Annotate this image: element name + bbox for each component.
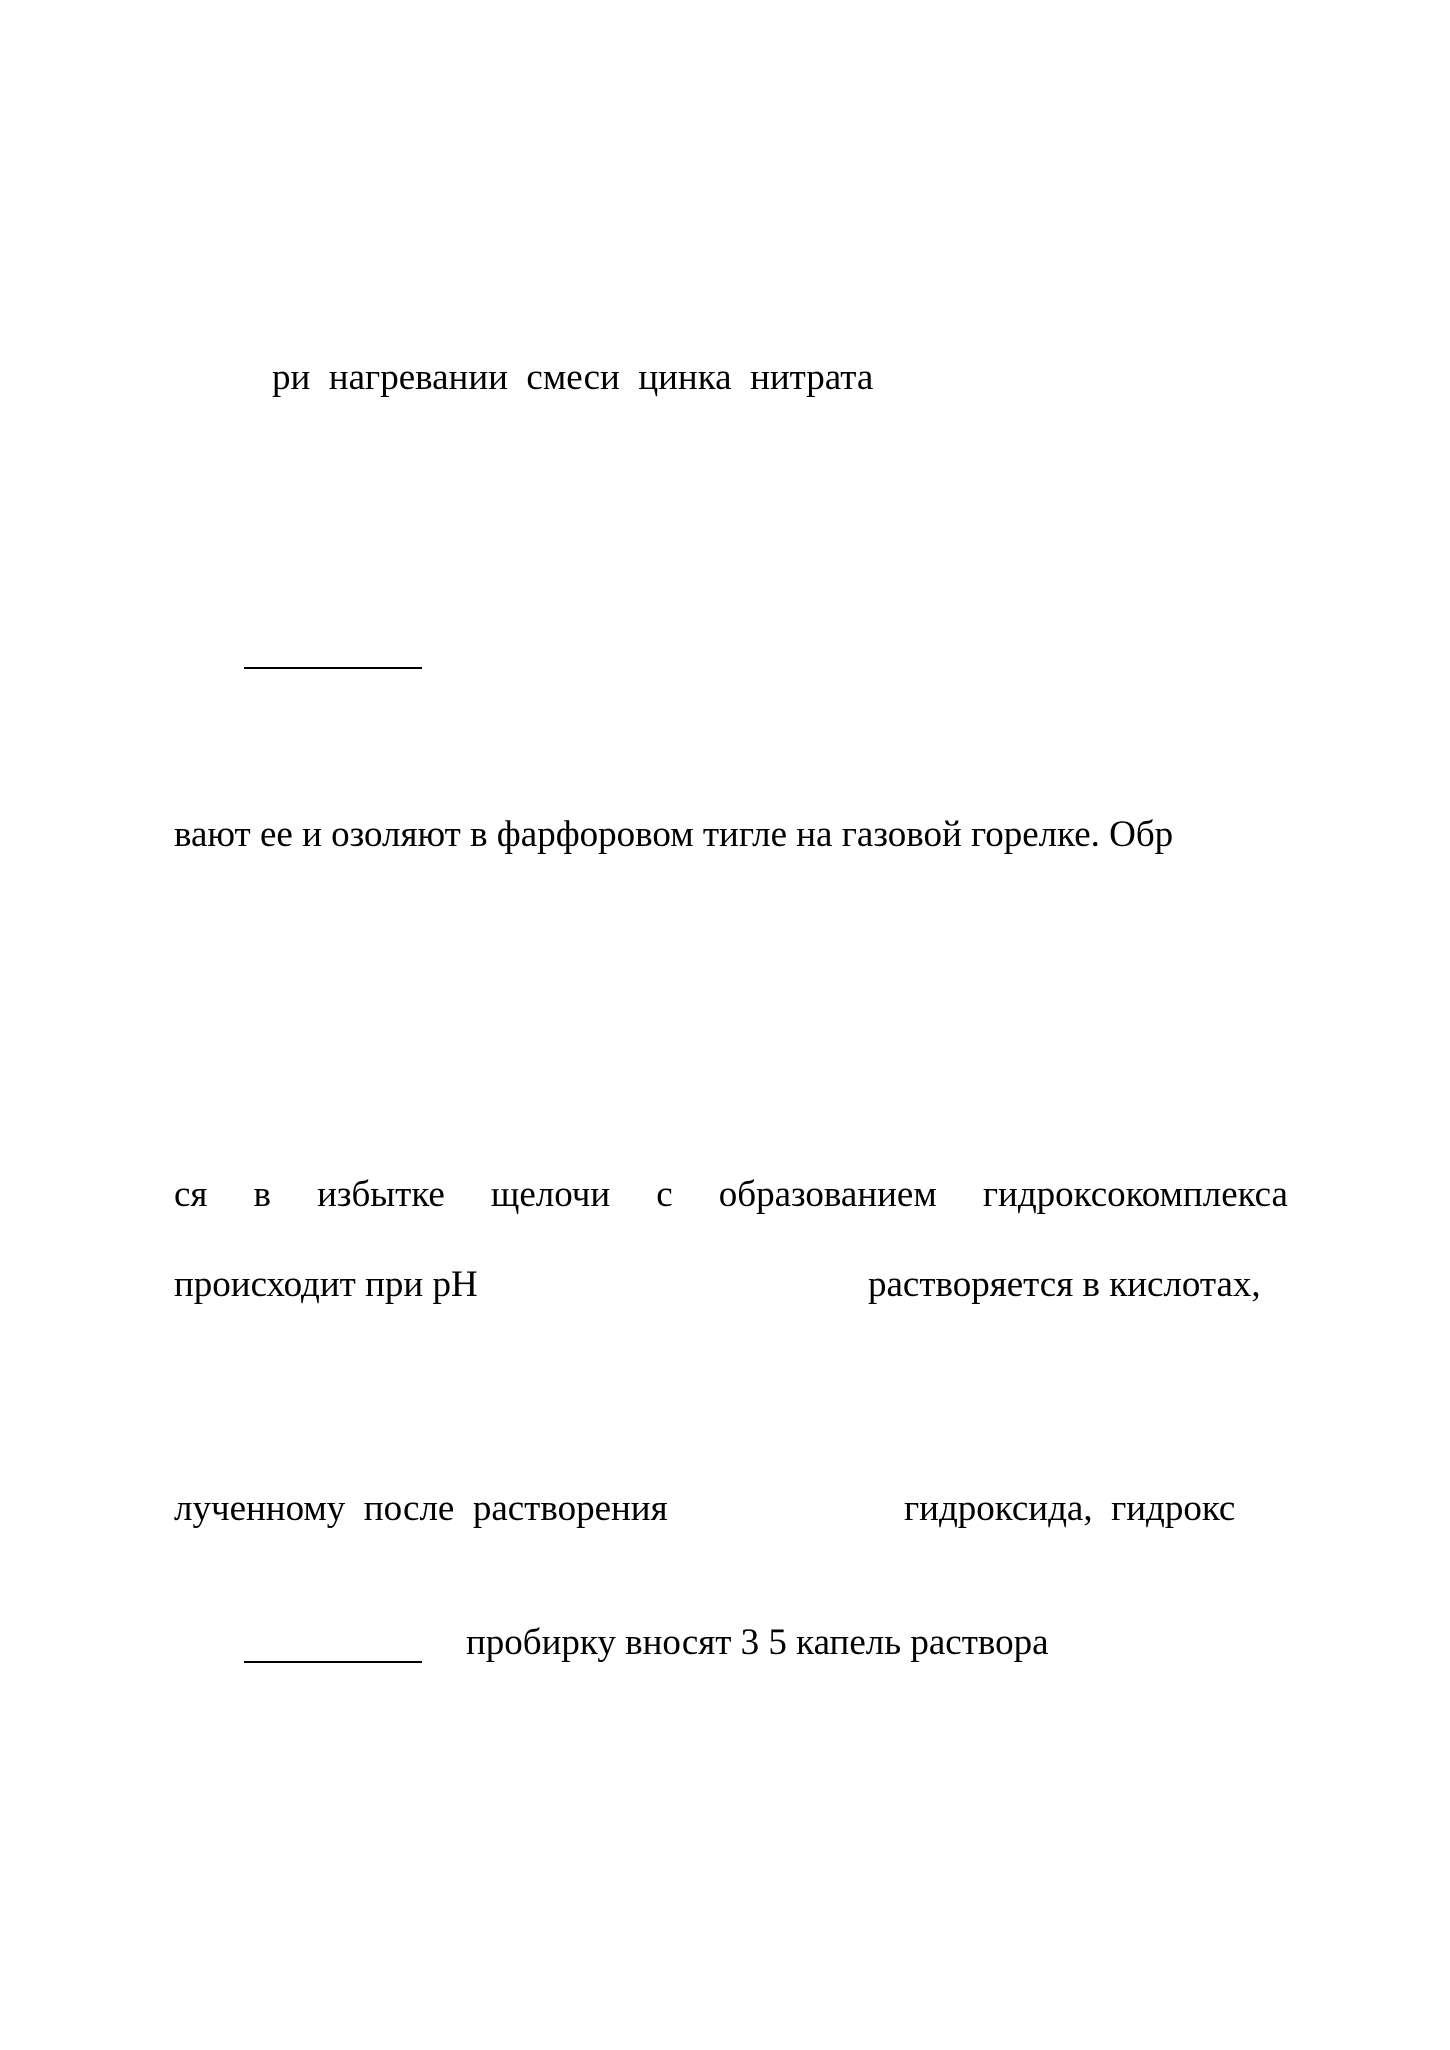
word: образованием [718, 1174, 937, 1215]
word: щелочи [490, 1174, 611, 1215]
blank-underline [244, 1661, 422, 1663]
text-fragment-after-dissolution: лученному после растворения [174, 1488, 668, 1529]
text-fragment-hydroxide: гидроксида, гидрокс [904, 1488, 1236, 1529]
text-line-heating-mixture: ри нагревании смеси цинка нитрата [272, 357, 874, 398]
word: гидроксокомплекса [982, 1174, 1288, 1215]
word: избытке [317, 1174, 445, 1215]
text-fragment-test-tube: пробирку вносят 3 5 капель раствора [466, 1622, 1049, 1663]
text-fragment-dissolves-in-acids: растворяется в кислотах, [868, 1264, 1261, 1305]
text-fragment-ph: происходит при pH [174, 1264, 478, 1305]
word: с [656, 1174, 673, 1215]
text-line-alkali-excess [174, 1173, 1288, 1217]
blank-underline [244, 667, 422, 669]
text-line-ashing: вают ее и озоляют в фарфоровом тигле на газовой горелке. Обр [174, 814, 1174, 855]
word: в [253, 1174, 271, 1215]
word: ся [174, 1174, 208, 1215]
